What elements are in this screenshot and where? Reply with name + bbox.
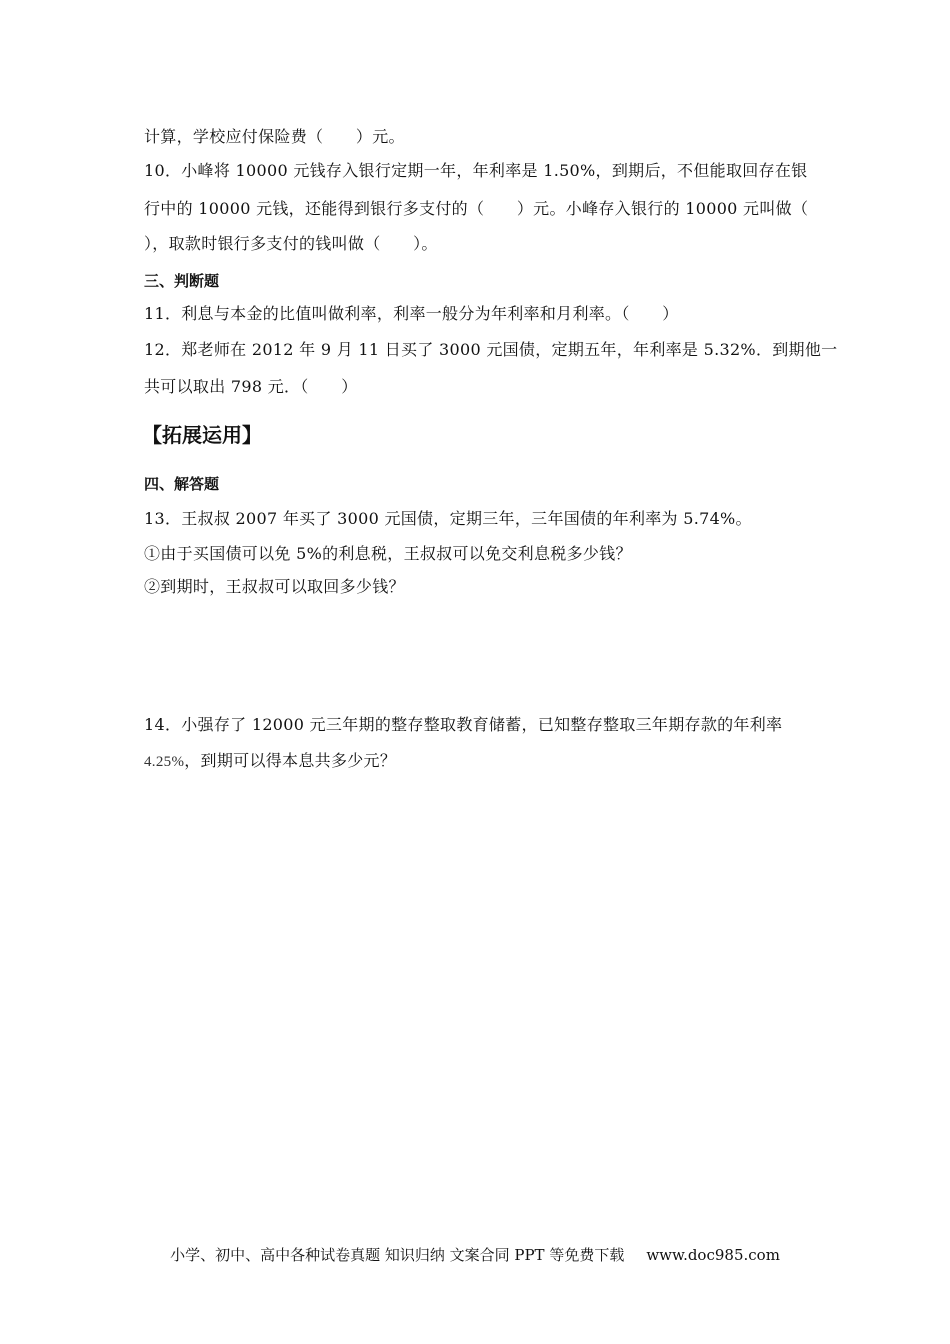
- q14-question: ，到期可以得本息共多少元？: [184, 751, 397, 770]
- footer-text: 小学、初中、高中各种试卷真题 知识归纳 文案合同 PPT 等免费下载: [170, 1246, 625, 1264]
- q13-line-1: 13．王叔叔 2007 年买了 3000 元国债，定期三年，三年国债的年利率为 5.74%。: [144, 509, 752, 528]
- answer-heading: 四、解答题: [144, 475, 220, 493]
- q13-part-2: ②到期时，王叔叔可以取回多少钱？: [144, 577, 405, 596]
- q10-line-3: ），取款时银行多支付的钱叫做（ ）。: [144, 234, 438, 253]
- q13-part-1: ①由于买国债可以免 5%的利息税，王叔叔可以免交利息税多少钱？: [144, 544, 632, 563]
- q9-continuation: 计算，学校应付保险费（ ）元。: [144, 127, 405, 146]
- section-title: 【拓展运用】: [142, 423, 262, 447]
- footer-url: www.doc985.com: [646, 1246, 780, 1264]
- q14-line-2: [144, 750, 396, 773]
- judgement-heading: 三、判断题: [144, 272, 220, 290]
- rate-formula: 4.25%: [144, 754, 185, 770]
- q14-line-1: 14．小强存了 12000 元三年期的整存整取教育储蓄，已知整存整取三年期存款的年利率: [144, 715, 783, 734]
- q10-line-2: 行中的 10000 元钱，还能得到银行多支付的（ ）元。小峰存入银行的 10000 元叫做（: [144, 199, 809, 218]
- q10-line-1: 10．小峰将 10000 元钱存入银行定期一年，年利率是 1.50%，到期后，不但能取回存在银: [144, 161, 808, 180]
- q12-line-2: 共可以取出 798 元．（ ）: [144, 377, 358, 396]
- page-footer: [0, 1245, 950, 1265]
- q12-line-1: 12．郑老师在 2012 年 9 月 11 日买了 3000 元国债，定期五年，年利率是 5.32%．到期他一: [144, 340, 838, 359]
- q11: 11．利息与本金的比值叫做利率，利率一般分为年利率和月利率。（ ）: [144, 304, 679, 323]
